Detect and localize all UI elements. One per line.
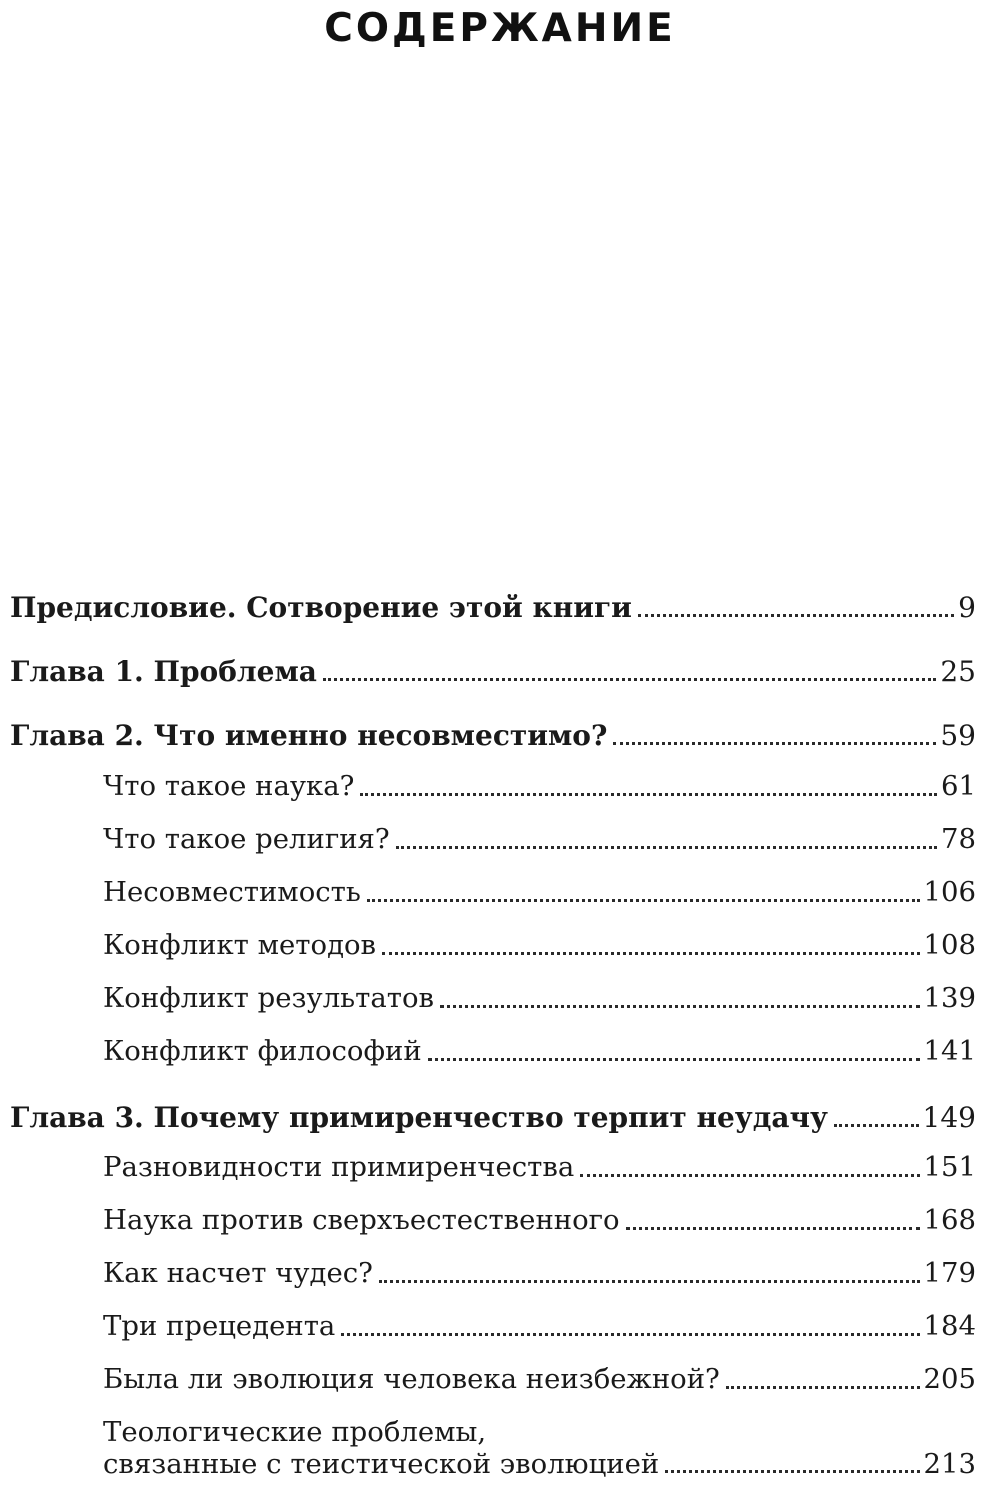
toc-entry-title: Как насчет чудес? — [103, 1257, 373, 1289]
toc-entry-page: 151 — [923, 1151, 976, 1183]
toc-entry-page: 108 — [923, 929, 976, 961]
toc-entry[interactable] — [103, 983, 976, 1015]
toc-entry-title: Конфликт методов — [103, 929, 377, 961]
toc-entry-page: 59 — [940, 719, 976, 752]
dot-leader — [367, 899, 920, 902]
toc-entry-title: Глава 3. Почему примиренчество терпит неудачу — [10, 1101, 828, 1134]
dot-leader — [396, 846, 937, 849]
toc-entry-title: Предисловие. Сотворение этой книги — [10, 591, 632, 624]
toc-entry-page: 149 — [922, 1101, 976, 1134]
dot-leader — [323, 678, 936, 681]
toc-entry-title: Теологические проблемы, связанные с теистической эволюцией — [103, 1416, 660, 1480]
toc-entry-title: Три прецедента — [103, 1310, 336, 1342]
toc-entry-page: 213 — [923, 1447, 976, 1480]
toc-entry-title: Глава 1. Проблема — [10, 655, 317, 688]
toc-entry-title: Глава 2. Что именно несовместимо? — [10, 719, 608, 752]
toc-entry-page: 168 — [923, 1204, 976, 1236]
toc-entry-page: 61 — [941, 770, 976, 802]
toc-entry-title: Разновидности примиренчества — [103, 1151, 575, 1183]
page-title: СОДЕРЖАНИЕ — [324, 6, 676, 51]
dot-leader — [360, 793, 937, 796]
dot-leader — [382, 952, 919, 955]
toc-entry-page: 106 — [923, 876, 976, 908]
dot-leader — [580, 1174, 919, 1177]
toc-entry-page: 141 — [923, 1035, 976, 1067]
toc-entry-page: 9 — [958, 591, 976, 624]
toc-entry-title: Несовместимость — [103, 876, 361, 908]
dot-leader — [613, 742, 936, 745]
toc-entry-page: 205 — [923, 1363, 976, 1395]
toc-entry-title: Конфликт результатов — [103, 982, 434, 1014]
dot-leader — [665, 1470, 919, 1473]
dot-leader — [626, 1227, 920, 1230]
toc-entry-title: Была ли эволюция человека неизбежной? — [103, 1363, 720, 1395]
toc-entry[interactable] — [103, 1205, 976, 1237]
dot-leader — [440, 1005, 920, 1008]
toc-entry-page: 25 — [940, 655, 976, 688]
toc-entry[interactable] — [10, 656, 976, 688]
toc-entry[interactable] — [103, 1364, 976, 1396]
toc-entry-page: 139 — [923, 982, 976, 1014]
dot-leader — [834, 1124, 919, 1127]
toc-entry[interactable] — [10, 720, 976, 752]
dot-leader — [638, 614, 954, 617]
toc-entry-page: 78 — [941, 823, 976, 855]
toc-entry[interactable] — [103, 1417, 976, 1480]
toc-entry[interactable] — [103, 930, 976, 962]
toc-entry[interactable] — [10, 592, 976, 624]
toc-entry[interactable] — [103, 1036, 976, 1068]
toc-entry[interactable] — [103, 1152, 976, 1184]
toc-entry[interactable] — [10, 1102, 976, 1134]
dot-leader — [428, 1058, 920, 1061]
toc-entry[interactable] — [103, 877, 976, 909]
dot-leader — [726, 1386, 920, 1389]
dot-leader — [379, 1280, 920, 1283]
toc-entry[interactable] — [103, 824, 976, 856]
toc-entry[interactable] — [103, 1258, 976, 1290]
toc-entry-title: Конфликт философий — [103, 1035, 422, 1067]
toc-entry-title: Что такое наука? — [103, 770, 355, 802]
toc-entry[interactable] — [103, 771, 976, 803]
toc-entry-page: 179 — [923, 1257, 976, 1289]
toc-entry-title: Наука против сверхъестественного — [103, 1204, 620, 1236]
dot-leader — [341, 1333, 919, 1336]
toc-entry-title: Что такое религия? — [103, 823, 390, 855]
toc-entry-page: 184 — [923, 1310, 976, 1342]
toc-entry[interactable] — [103, 1311, 976, 1343]
